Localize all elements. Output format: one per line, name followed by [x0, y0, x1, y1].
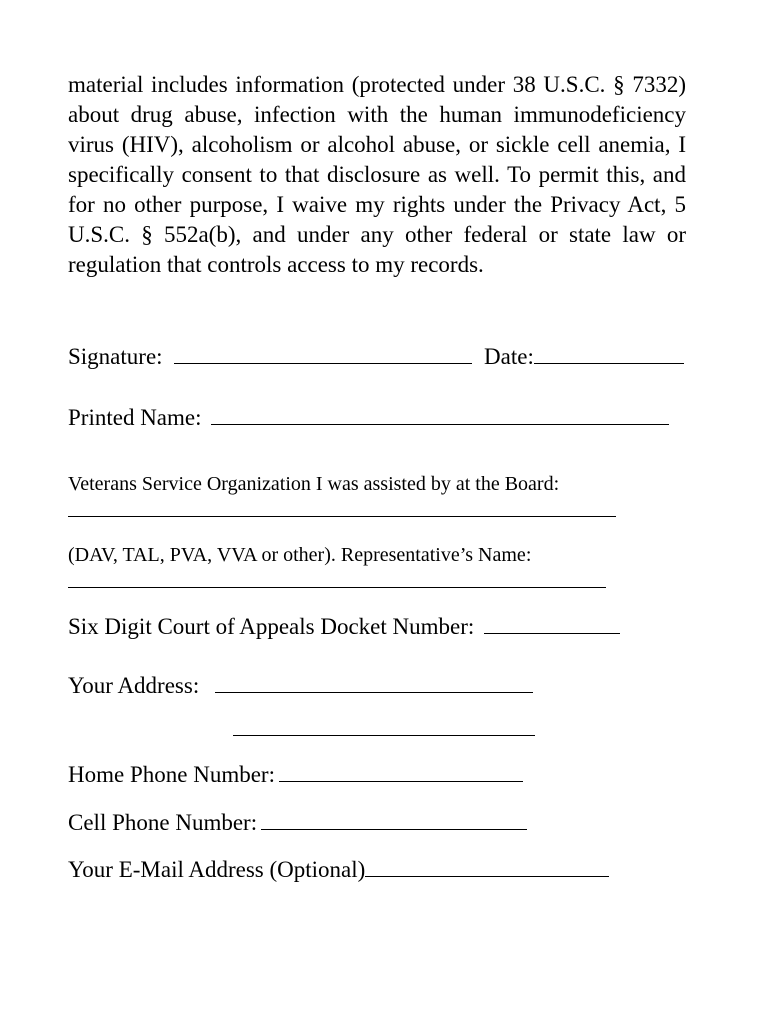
cell-phone-field[interactable]	[261, 811, 527, 830]
printed-name-field[interactable]	[211, 406, 669, 425]
vso-row	[68, 470, 559, 498]
representative-row	[68, 541, 531, 569]
consent-paragraph: material includes information (protected under 38 U.S.C. § 7332) about drug abuse, infection with the human immunodeficiency virus (HIV), alcoholism or alcohol abuse, or sickle cell anemia, I specifically consent to that disclosure as well. To permit this, and for no other purpose, I waive my rights under the Privacy Act, 5 U.S.C. § 552a(b), and under any other federal or state law or regulation that controls access to my records.	[68, 72, 686, 277]
printed-name-label: Printed Name:	[68, 405, 202, 430]
email-field[interactable]	[365, 858, 609, 877]
cell-phone-row	[68, 809, 527, 837]
signature-field[interactable]	[174, 345, 472, 364]
printed-name-row	[68, 404, 669, 432]
signature-row	[68, 343, 684, 371]
email-label: Your E-Mail Address (Optional)	[68, 857, 366, 882]
docket-label: Six Digit Court of Appeals Docket Number:	[68, 614, 475, 639]
home-phone-field[interactable]	[279, 763, 523, 782]
address-row	[68, 672, 533, 700]
vso-label: Veterans Service Organization I was assisted by at the Board:	[68, 473, 560, 495]
docket-field[interactable]	[484, 615, 620, 634]
address-field-line1[interactable]	[215, 674, 533, 693]
representative-label: (DAV, TAL, PVA, VVA or other). Representative’s Name:	[68, 544, 532, 566]
date-label: Date:	[484, 344, 534, 369]
docket-row	[68, 613, 620, 641]
home-phone-label: Home Phone Number:	[68, 762, 275, 787]
address-field-line2[interactable]	[233, 735, 535, 736]
date-field[interactable]	[534, 345, 684, 364]
address-label: Your Address:	[68, 673, 200, 698]
signature-label: Signature:	[68, 344, 163, 369]
home-phone-row	[68, 761, 523, 789]
email-row	[68, 856, 609, 884]
representative-field[interactable]	[68, 587, 606, 588]
cell-phone-label: Cell Phone Number:	[68, 810, 258, 835]
vso-field[interactable]	[68, 516, 616, 517]
